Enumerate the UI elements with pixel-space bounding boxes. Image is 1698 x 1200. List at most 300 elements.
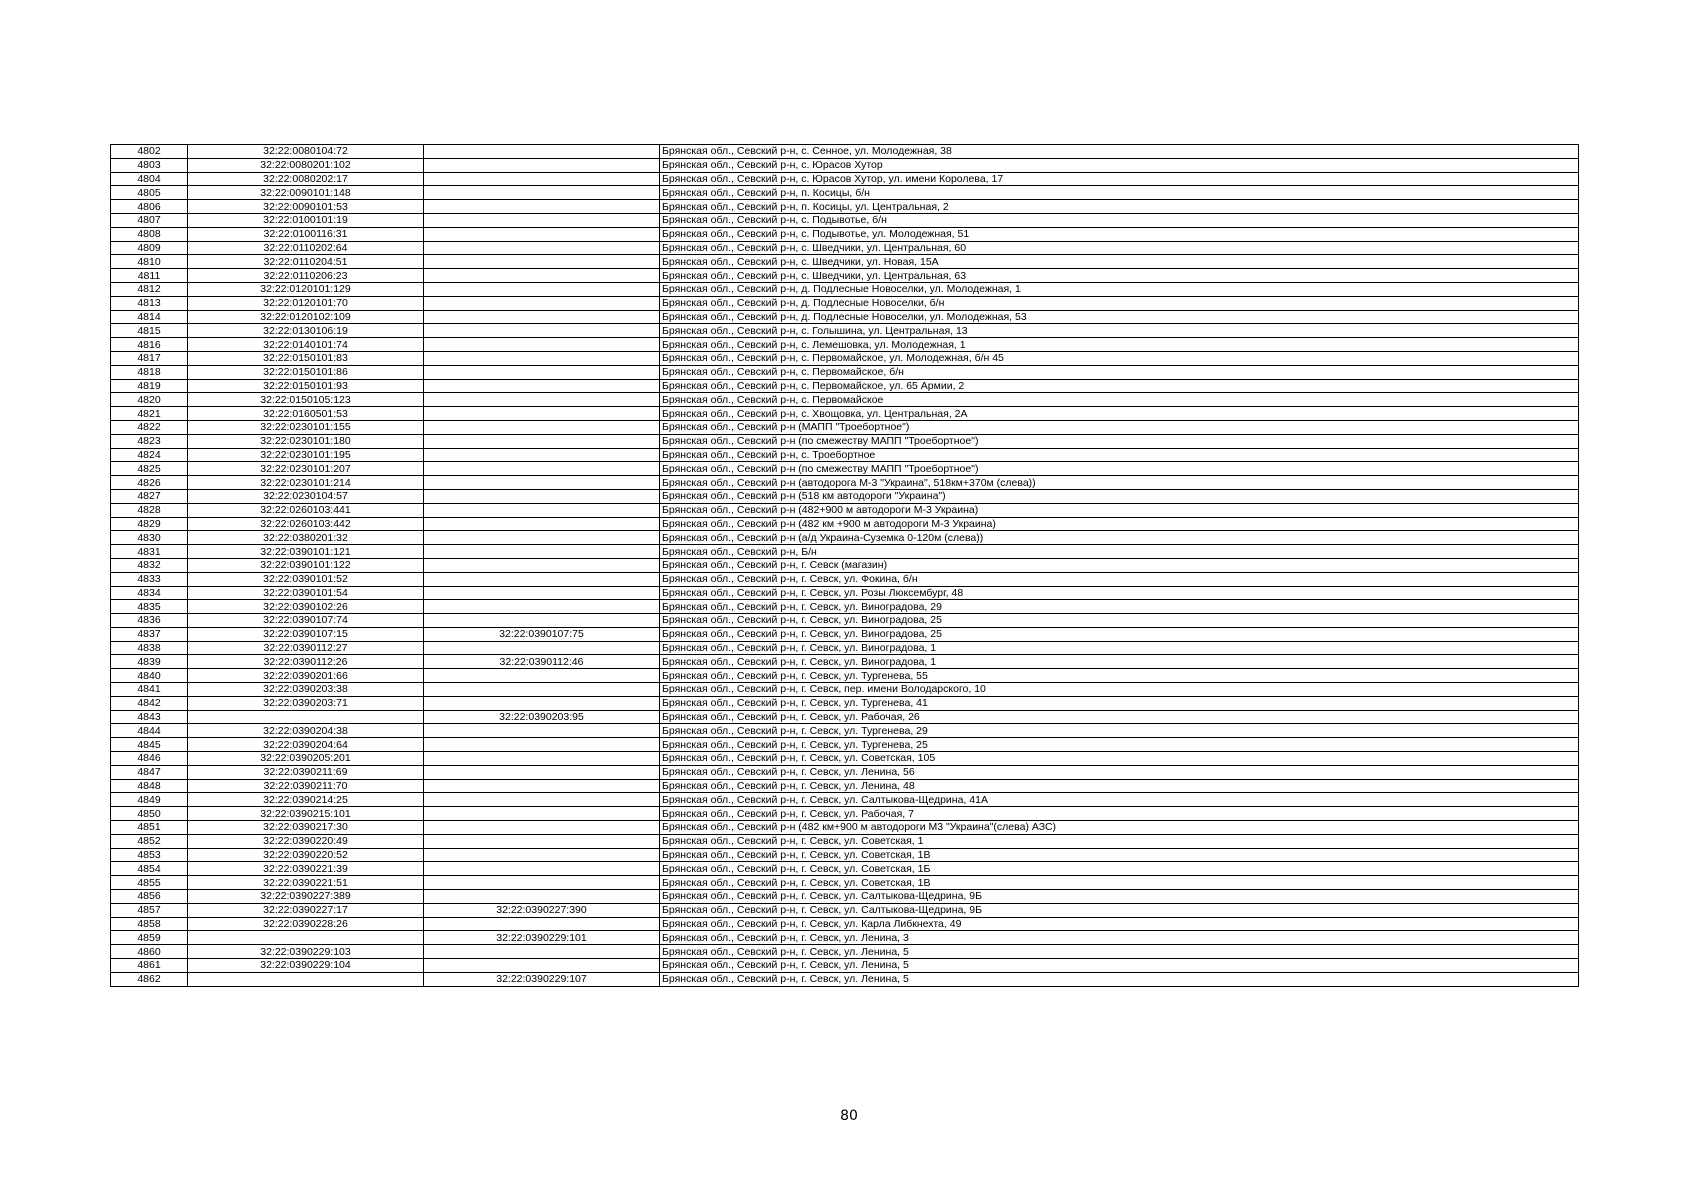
row-number-cell: 4862 [111, 972, 188, 986]
address-cell: Брянская обл., Севский р-н (482 км+900 м автодороги М3 "Украина"(слева) АЗС) [660, 821, 1579, 835]
related-cadastral-number-cell [424, 821, 660, 835]
cadastral-number-cell: 32:22:0260103:441 [188, 503, 424, 517]
row-number-cell: 4828 [111, 503, 188, 517]
related-cadastral-number-cell [424, 876, 660, 890]
related-cadastral-number-cell [424, 434, 660, 448]
address-cell: Брянская обл., Севский р-н, г. Севск, ул. Рабочая, 26 [660, 710, 1579, 724]
related-cadastral-number-cell [424, 393, 660, 407]
related-cadastral-number-cell [424, 517, 660, 531]
address-cell: Брянская обл., Севский р-н (а/д Украина-Суземка 0-120м (слева)) [660, 531, 1579, 545]
cadastral-number-cell: 32:22:0390204:38 [188, 724, 424, 738]
related-cadastral-number-cell [424, 959, 660, 973]
row-number-cell: 4832 [111, 558, 188, 572]
row-number-cell: 4854 [111, 862, 188, 876]
table-row [111, 420, 1579, 434]
table-row [111, 807, 1579, 821]
row-number-cell: 4860 [111, 945, 188, 959]
table-row [111, 655, 1579, 669]
cadastral-number-cell: 32:22:0390107:15 [188, 627, 424, 641]
related-cadastral-number-cell [424, 296, 660, 310]
related-cadastral-number-cell [424, 793, 660, 807]
table-row [111, 848, 1579, 862]
related-cadastral-number-cell [424, 531, 660, 545]
table-row [111, 186, 1579, 200]
row-number-cell: 4841 [111, 683, 188, 697]
row-number-cell: 4819 [111, 379, 188, 393]
table-row [111, 379, 1579, 393]
address-cell: Брянская обл., Севский р-н (482+900 м автодороги М-3 Украина) [660, 503, 1579, 517]
cadastral-number-cell: 32:22:0090101:53 [188, 200, 424, 214]
cadastral-number-cell: 32:22:0390214:25 [188, 793, 424, 807]
cadastral-number-cell: 32:22:0230101:214 [188, 476, 424, 490]
address-cell: Брянская обл., Севский р-н (482 км +900 м автодороги М-3 Украина) [660, 517, 1579, 531]
row-number-cell: 4844 [111, 724, 188, 738]
related-cadastral-number-cell [424, 448, 660, 462]
table-row [111, 282, 1579, 296]
related-cadastral-number-cell [424, 213, 660, 227]
address-cell: Брянская обл., Севский р-н, г. Севск, ул. Тургенева, 25 [660, 738, 1579, 752]
row-number-cell: 4827 [111, 489, 188, 503]
related-cadastral-number-cell [424, 351, 660, 365]
row-number-cell: 4831 [111, 545, 188, 559]
address-cell: Брянская обл., Севский р-н, г. Севск, ул. Советская, 1Б [660, 862, 1579, 876]
address-cell: Брянская обл., Севский р-н, д. Подлесные Новоселки, ул. Молодежная, 1 [660, 282, 1579, 296]
related-cadastral-number-cell [424, 641, 660, 655]
address-cell: Брянская обл., Севский р-н, п. Косицы, ул. Центральная, 2 [660, 200, 1579, 214]
related-cadastral-number-cell [424, 324, 660, 338]
cadastral-number-cell: 32:22:0110204:51 [188, 255, 424, 269]
table-row [111, 158, 1579, 172]
related-cadastral-number-cell [424, 752, 660, 766]
related-cadastral-number-cell [424, 186, 660, 200]
related-cadastral-number-cell [424, 779, 660, 793]
cadastral-number-cell: 32:22:0080201:102 [188, 158, 424, 172]
related-cadastral-number-cell [424, 200, 660, 214]
related-cadastral-number-cell [424, 407, 660, 421]
address-cell: Брянская обл., Севский р-н, г. Севск, ул. Тургенева, 55 [660, 669, 1579, 683]
address-cell: Брянская обл., Севский р-н, г. Севск, ул. Рабочая, 7 [660, 807, 1579, 821]
cadastral-number-cell: 32:22:0100101:19 [188, 213, 424, 227]
row-number-cell: 4822 [111, 420, 188, 434]
address-cell: Брянская обл., Севский р-н, с. Шведчики, ул. Новая, 15А [660, 255, 1579, 269]
related-cadastral-number-cell [424, 917, 660, 931]
related-cadastral-number-cell [424, 145, 660, 159]
table-row [111, 503, 1579, 517]
address-cell: Брянская обл., Севский р-н, г. Севск, ул. Советская, 1В [660, 876, 1579, 890]
cadastral-number-cell: 32:22:0120102:109 [188, 310, 424, 324]
address-cell: Брянская обл., Севский р-н, с. Подывотье, ул. Молодежная, 51 [660, 227, 1579, 241]
table-row [111, 600, 1579, 614]
related-cadastral-number-cell [424, 158, 660, 172]
row-number-cell: 4857 [111, 903, 188, 917]
address-cell: Брянская обл., Севский р-н, с. Первомайское, б/н [660, 365, 1579, 379]
related-cadastral-number-cell [424, 572, 660, 586]
address-cell: Брянская обл., Севский р-н, г. Севск, ул. Советская, 105 [660, 752, 1579, 766]
address-cell: Брянская обл., Севский р-н, г. Севск, ул. Ленина, 48 [660, 779, 1579, 793]
table-row [111, 821, 1579, 835]
cadastral-number-cell: 32:22:0390101:52 [188, 572, 424, 586]
related-cadastral-number-cell [424, 476, 660, 490]
address-cell: Брянская обл., Севский р-н, д. Подлесные Новоселки, ул. Молодежная, 53 [660, 310, 1579, 324]
table-row [111, 227, 1579, 241]
row-number-cell: 4861 [111, 959, 188, 973]
row-number-cell: 4803 [111, 158, 188, 172]
registry-table-body [111, 145, 1579, 987]
related-cadastral-number-cell [424, 862, 660, 876]
related-cadastral-number-cell [424, 420, 660, 434]
address-cell: Брянская обл., Севский р-н, д. Подлесные Новоселки, б/н [660, 296, 1579, 310]
table-row [111, 903, 1579, 917]
cadastral-number-cell: 32:22:0090101:148 [188, 186, 424, 200]
table-row [111, 779, 1579, 793]
row-number-cell: 4806 [111, 200, 188, 214]
row-number-cell: 4842 [111, 696, 188, 710]
cadastral-number-cell: 32:22:0120101:129 [188, 282, 424, 296]
address-cell: Брянская обл., Севский р-н, с. Шведчики, ул. Центральная, 60 [660, 241, 1579, 255]
related-cadastral-number-cell [424, 683, 660, 697]
cadastral-number-cell: 32:22:0390205:201 [188, 752, 424, 766]
related-cadastral-number-cell [424, 945, 660, 959]
row-number-cell: 4843 [111, 710, 188, 724]
related-cadastral-number-cell [424, 724, 660, 738]
address-cell: Брянская обл., Севский р-н, г. Севск, ул. Виноградова, 25 [660, 627, 1579, 641]
address-cell: Брянская обл., Севский р-н, г. Севск, ул. Карла Либкнехта, 49 [660, 917, 1579, 931]
cadastral-number-cell: 32:22:0150105:123 [188, 393, 424, 407]
table-row [111, 959, 1579, 973]
cadastral-number-cell: 32:22:0390112:27 [188, 641, 424, 655]
row-number-cell: 4858 [111, 917, 188, 931]
cadastral-number-cell [188, 931, 424, 945]
table-row [111, 641, 1579, 655]
cadastral-number-cell: 32:22:0230101:180 [188, 434, 424, 448]
table-row [111, 614, 1579, 628]
table-row [111, 338, 1579, 352]
address-cell: Брянская обл., Севский р-н, с. Троебортное [660, 448, 1579, 462]
related-cadastral-number-cell [424, 669, 660, 683]
row-number-cell: 4840 [111, 669, 188, 683]
row-number-cell: 4856 [111, 890, 188, 904]
related-cadastral-number-cell [424, 558, 660, 572]
address-cell: Брянская обл., Севский р-н (518 км автодороги "Украина") [660, 489, 1579, 503]
table-row [111, 351, 1579, 365]
cadastral-number-cell: 32:22:0160501:53 [188, 407, 424, 421]
table-row [111, 448, 1579, 462]
row-number-cell: 4807 [111, 213, 188, 227]
address-cell: Брянская обл., Севский р-н, г. Севск, ул. Ленина, 56 [660, 765, 1579, 779]
row-number-cell: 4816 [111, 338, 188, 352]
row-number-cell: 4809 [111, 241, 188, 255]
row-number-cell: 4812 [111, 282, 188, 296]
cadastral-number-cell: 32:22:0260103:442 [188, 517, 424, 531]
row-number-cell: 4853 [111, 848, 188, 862]
address-cell: Брянская обл., Севский р-н, г. Севск, ул. Салтыкова-Щедрина, 9Б [660, 890, 1579, 904]
table-row [111, 296, 1579, 310]
cadastral-number-cell: 32:22:0140101:74 [188, 338, 424, 352]
address-cell: Брянская обл., Севский р-н, г. Севск, ул. Виноградова, 1 [660, 655, 1579, 669]
cadastral-number-cell: 32:22:0390102:26 [188, 600, 424, 614]
related-cadastral-number-cell [424, 545, 660, 559]
related-cadastral-number-cell [424, 834, 660, 848]
cadastral-number-cell: 32:22:0230104:57 [188, 489, 424, 503]
row-number-cell: 4805 [111, 186, 188, 200]
cadastral-number-cell: 32:22:0390101:54 [188, 586, 424, 600]
cadastral-number-cell: 32:22:0080202:17 [188, 172, 424, 186]
row-number-cell: 4836 [111, 614, 188, 628]
related-cadastral-number-cell: 32:22:0390107:75 [424, 627, 660, 641]
related-cadastral-number-cell [424, 586, 660, 600]
address-cell: Брянская обл., Севский р-н, г. Севск, ул. Советская, 1 [660, 834, 1579, 848]
related-cadastral-number-cell [424, 890, 660, 904]
table-row [111, 200, 1579, 214]
cadastral-number-cell: 32:22:0390201:66 [188, 669, 424, 683]
row-number-cell: 4834 [111, 586, 188, 600]
related-cadastral-number-cell [424, 696, 660, 710]
row-number-cell: 4802 [111, 145, 188, 159]
table-row [111, 793, 1579, 807]
table-row [111, 945, 1579, 959]
table-row [111, 476, 1579, 490]
cadastral-number-cell: 32:22:0390101:122 [188, 558, 424, 572]
address-cell: Брянская обл., Севский р-н (автодорога М-3 "Украина", 518км+370м (слева)) [660, 476, 1579, 490]
row-number-cell: 4824 [111, 448, 188, 462]
related-cadastral-number-cell [424, 310, 660, 324]
cadastral-number-cell: 32:22:0390221:51 [188, 876, 424, 890]
table-row [111, 890, 1579, 904]
related-cadastral-number-cell [424, 269, 660, 283]
cadastral-number-cell: 32:22:0390217:30 [188, 821, 424, 835]
address-cell: Брянская обл., Севский р-н, с. Юрасов Хутор, ул. имени Королева, 17 [660, 172, 1579, 186]
row-number-cell: 4821 [111, 407, 188, 421]
cadastral-number-cell: 32:22:0150101:93 [188, 379, 424, 393]
row-number-cell: 4851 [111, 821, 188, 835]
table-row [111, 393, 1579, 407]
cadastral-number-cell: 32:22:0230101:207 [188, 462, 424, 476]
related-cadastral-number-cell [424, 600, 660, 614]
table-row [111, 765, 1579, 779]
row-number-cell: 4818 [111, 365, 188, 379]
table-row [111, 531, 1579, 545]
related-cadastral-number-cell: 32:22:0390229:101 [424, 931, 660, 945]
table-row [111, 972, 1579, 986]
related-cadastral-number-cell: 32:22:0390203:95 [424, 710, 660, 724]
row-number-cell: 4847 [111, 765, 188, 779]
row-number-cell: 4823 [111, 434, 188, 448]
address-cell: Брянская обл., Севский р-н (МАПП "Троебортное") [660, 420, 1579, 434]
table-row [111, 862, 1579, 876]
row-number-cell: 4825 [111, 462, 188, 476]
table-row [111, 683, 1579, 697]
row-number-cell: 4811 [111, 269, 188, 283]
related-cadastral-number-cell [424, 282, 660, 296]
address-cell: Брянская обл., Севский р-н, с. Первомайское [660, 393, 1579, 407]
address-cell: Брянская обл., Севский р-н, с. Шведчики, ул. Центральная, 63 [660, 269, 1579, 283]
related-cadastral-number-cell [424, 462, 660, 476]
related-cadastral-number-cell [424, 807, 660, 821]
row-number-cell: 4838 [111, 641, 188, 655]
cadastral-number-cell: 32:22:0110202:64 [188, 241, 424, 255]
cadastral-number-cell: 32:22:0390204:64 [188, 738, 424, 752]
row-number-cell: 4814 [111, 310, 188, 324]
row-number-cell: 4852 [111, 834, 188, 848]
address-cell: Брянская обл., Севский р-н, с. Первомайское, ул. 65 Армии, 2 [660, 379, 1579, 393]
row-number-cell: 4839 [111, 655, 188, 669]
table-row [111, 696, 1579, 710]
table-row [111, 434, 1579, 448]
page-number: 80 [840, 1108, 858, 1124]
cadastral-number-cell: 32:22:0390203:71 [188, 696, 424, 710]
address-cell: Брянская обл., Севский р-н, г. Севск, ул. Ленина, 3 [660, 931, 1579, 945]
cadastral-number-cell: 32:22:0390227:17 [188, 903, 424, 917]
address-cell: Брянская обл., Севский р-н, п. Косицы, б/н [660, 186, 1579, 200]
row-number-cell: 4845 [111, 738, 188, 752]
table-row [111, 738, 1579, 752]
table-row [111, 213, 1579, 227]
cadastral-number-cell: 32:22:0110206:23 [188, 269, 424, 283]
address-cell: Брянская обл., Севский р-н, г. Севск, ул. Виноградова, 29 [660, 600, 1579, 614]
table-row [111, 917, 1579, 931]
address-cell: Брянская обл., Севский р-н, с. Сенное, ул. Молодежная, 38 [660, 145, 1579, 159]
row-number-cell: 4848 [111, 779, 188, 793]
row-number-cell: 4804 [111, 172, 188, 186]
cadastral-number-cell: 32:22:0390220:52 [188, 848, 424, 862]
address-cell: Брянская обл., Севский р-н, г. Севск, ул. Ленина, 5 [660, 972, 1579, 986]
table-row [111, 545, 1579, 559]
row-number-cell: 4820 [111, 393, 188, 407]
address-cell: Брянская обл., Севский р-н, Б/н [660, 545, 1579, 559]
address-cell: Брянская обл., Севский р-н, г. Севск (магазин) [660, 558, 1579, 572]
table-row [111, 365, 1579, 379]
cadastral-number-cell: 32:22:0390227:389 [188, 890, 424, 904]
row-number-cell: 4813 [111, 296, 188, 310]
table-row [111, 517, 1579, 531]
address-cell: Брянская обл., Севский р-н, г. Севск, ул. Салтыкова-Щедрина, 41А [660, 793, 1579, 807]
cadastral-number-cell: 32:22:0390228:26 [188, 917, 424, 931]
related-cadastral-number-cell [424, 338, 660, 352]
cadastral-number-cell: 32:22:0080104:72 [188, 145, 424, 159]
row-number-cell: 4859 [111, 931, 188, 945]
row-number-cell: 4846 [111, 752, 188, 766]
row-number-cell: 4837 [111, 627, 188, 641]
cadastral-number-cell: 32:22:0390203:38 [188, 683, 424, 697]
address-cell: Брянская обл., Севский р-н, г. Севск, ул. Советская, 1В [660, 848, 1579, 862]
table-row [111, 627, 1579, 641]
cadastral-number-cell [188, 710, 424, 724]
table-row [111, 407, 1579, 421]
cadastral-number-cell: 32:22:0390229:103 [188, 945, 424, 959]
row-number-cell: 4810 [111, 255, 188, 269]
cadastral-number-cell: 32:22:0390211:69 [188, 765, 424, 779]
address-cell: Брянская обл., Севский р-н, г. Севск, ул. Розы Люксембург, 48 [660, 586, 1579, 600]
cadastral-number-cell: 32:22:0390229:104 [188, 959, 424, 973]
table-row [111, 145, 1579, 159]
related-cadastral-number-cell [424, 489, 660, 503]
cadastral-number-cell: 32:22:0120101:70 [188, 296, 424, 310]
cadastral-number-cell: 32:22:0100116:31 [188, 227, 424, 241]
row-number-cell: 4808 [111, 227, 188, 241]
row-number-cell: 4850 [111, 807, 188, 821]
cadastral-number-cell: 32:22:0390112:26 [188, 655, 424, 669]
related-cadastral-number-cell: 32:22:0390229:107 [424, 972, 660, 986]
cadastral-number-cell: 32:22:0390101:121 [188, 545, 424, 559]
table-row [111, 241, 1579, 255]
row-number-cell: 4835 [111, 600, 188, 614]
related-cadastral-number-cell [424, 241, 660, 255]
cadastral-number-cell: 32:22:0380201:32 [188, 531, 424, 545]
address-cell: Брянская обл., Севский р-н, г. Севск, ул. Виноградова, 25 [660, 614, 1579, 628]
related-cadastral-number-cell [424, 848, 660, 862]
related-cadastral-number-cell [424, 172, 660, 186]
row-number-cell: 4826 [111, 476, 188, 490]
related-cadastral-number-cell [424, 255, 660, 269]
table-row [111, 255, 1579, 269]
address-cell: Брянская обл., Севский р-н, г. Севск, ул. Тургенева, 29 [660, 724, 1579, 738]
address-cell: Брянская обл., Севский р-н, г. Севск, ул. Виноградова, 1 [660, 641, 1579, 655]
address-cell: Брянская обл., Севский р-н, с. Голышина, ул. Центральная, 13 [660, 324, 1579, 338]
cadastral-number-cell: 32:22:0390221:39 [188, 862, 424, 876]
cadastral-number-cell: 32:22:0230101:195 [188, 448, 424, 462]
address-cell: Брянская обл., Севский р-н (по смежеству МАПП "Троебортное") [660, 434, 1579, 448]
cadastral-number-cell: 32:22:0390211:70 [188, 779, 424, 793]
related-cadastral-number-cell [424, 379, 660, 393]
address-cell: Брянская обл., Севский р-н, с. Хвощовка, ул. Центральная, 2А [660, 407, 1579, 421]
related-cadastral-number-cell: 32:22:0390112:46 [424, 655, 660, 669]
table-row [111, 558, 1579, 572]
related-cadastral-number-cell [424, 738, 660, 752]
table-row [111, 752, 1579, 766]
row-number-cell: 4815 [111, 324, 188, 338]
address-cell: Брянская обл., Севский р-н, г. Севск, ул. Тургенева, 41 [660, 696, 1579, 710]
address-cell: Брянская обл., Севский р-н, г. Севск, ул. Ленина, 5 [660, 959, 1579, 973]
cadastral-number-cell: 32:22:0390215:101 [188, 807, 424, 821]
table-row [111, 572, 1579, 586]
row-number-cell: 4829 [111, 517, 188, 531]
table-row [111, 269, 1579, 283]
row-number-cell: 4849 [111, 793, 188, 807]
cadastral-number-cell: 32:22:0390220:49 [188, 834, 424, 848]
row-number-cell: 4833 [111, 572, 188, 586]
address-cell: Брянская обл., Севский р-н, г. Севск, ул. Салтыкова-Щедрина, 9Б [660, 903, 1579, 917]
cadastral-number-cell: 32:22:0130106:19 [188, 324, 424, 338]
table-row [111, 586, 1579, 600]
address-cell: Брянская обл., Севский р-н, г. Севск, ул. Фокина, б/н [660, 572, 1579, 586]
address-cell: Брянская обл., Севский р-н, с. Подывотье, б/н [660, 213, 1579, 227]
related-cadastral-number-cell [424, 614, 660, 628]
row-number-cell: 4830 [111, 531, 188, 545]
address-cell: Брянская обл., Севский р-н (по смежеству МАПП "Троебортное") [660, 462, 1579, 476]
address-cell: Брянская обл., Севский р-н, с. Лемешовка, ул. Молодежная, 1 [660, 338, 1579, 352]
table-row [111, 462, 1579, 476]
table-row [111, 931, 1579, 945]
cadastral-number-cell: 32:22:0390107:74 [188, 614, 424, 628]
table-row [111, 710, 1579, 724]
related-cadastral-number-cell [424, 765, 660, 779]
table-row [111, 310, 1579, 324]
row-number-cell: 4855 [111, 876, 188, 890]
related-cadastral-number-cell [424, 227, 660, 241]
cadastral-number-cell: 32:22:0150101:86 [188, 365, 424, 379]
address-cell: Брянская обл., Севский р-н, г. Севск, пер. имени Володарского, 10 [660, 683, 1579, 697]
cadastral-number-cell: 32:22:0230101:155 [188, 420, 424, 434]
row-number-cell: 4817 [111, 351, 188, 365]
table-row [111, 834, 1579, 848]
cadastral-number-cell: 32:22:0150101:83 [188, 351, 424, 365]
table-row [111, 669, 1579, 683]
cadastral-number-cell [188, 972, 424, 986]
registry-table [110, 144, 1579, 987]
table-row [111, 724, 1579, 738]
address-cell: Брянская обл., Севский р-н, с. Юрасов Хутор [660, 158, 1579, 172]
table-row [111, 172, 1579, 186]
